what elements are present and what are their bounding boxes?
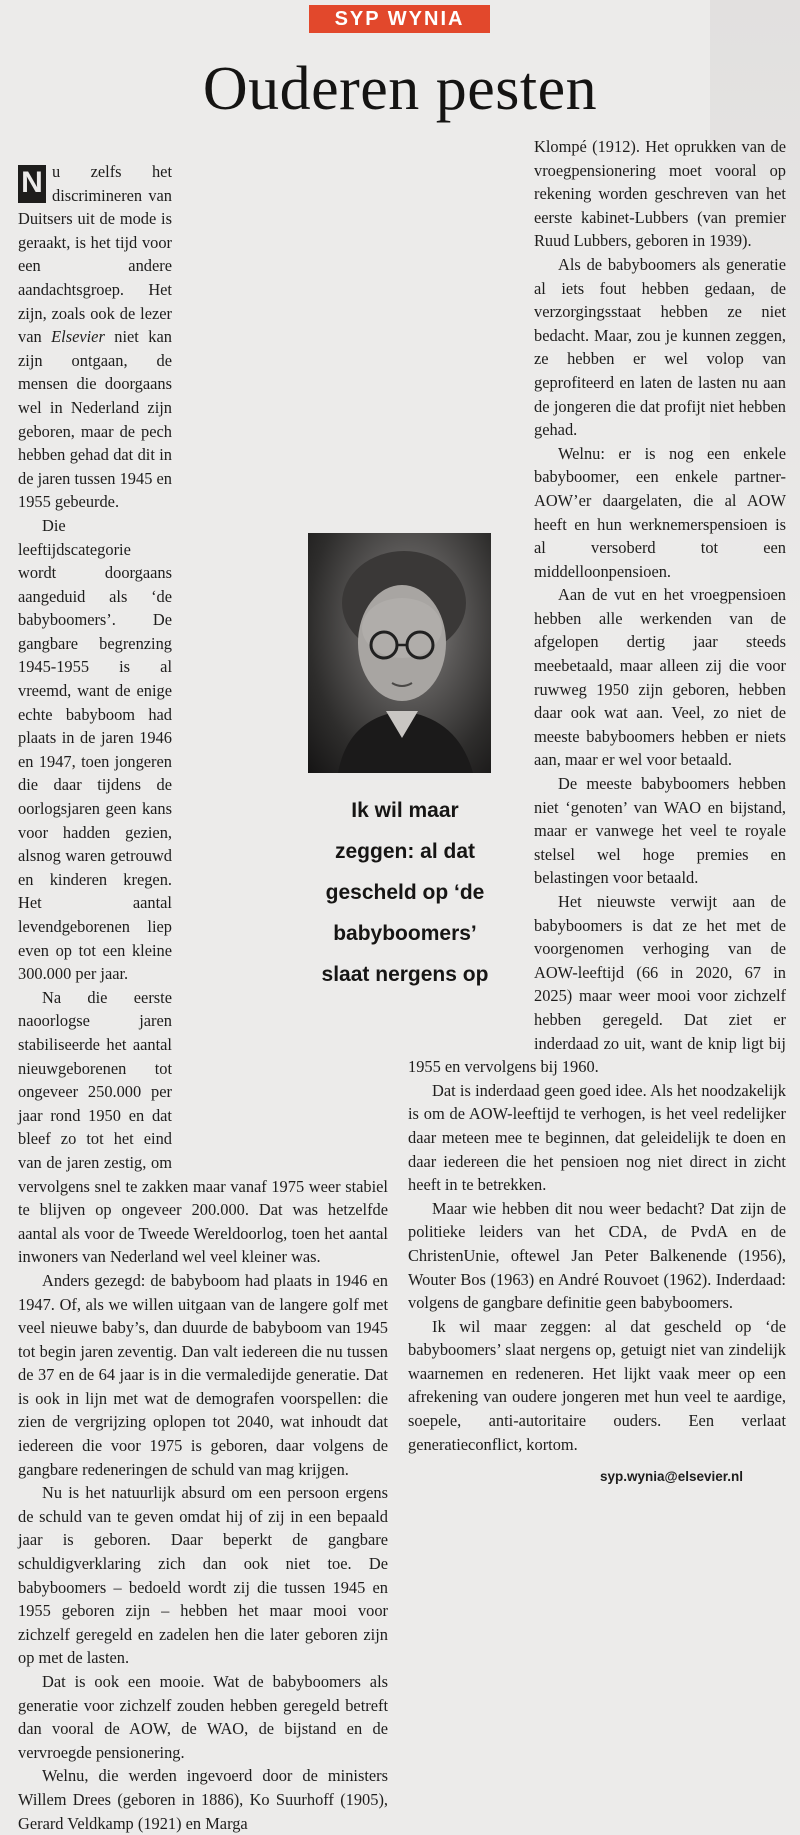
paragraph: Als de babyboomers als generatie al iets fout hebben gedaan, de verzorgingsstaat hebben ze niet bedacht. Maar, zou je kunnen zeggen, ze hebben er wel volop van geprofiteerd en laten de lasten nu aan de jongeren die dat profijt niet hebben gehad. bbox=[534, 254, 786, 440]
paragraph: Het nieuwste verwijt aan de babyboomers is dat ze het met de voorgenomen verhoging van de AOW-leeftijd (66 in 2020, 67 in 2025) maar weer mooi voor zichzelf hebben geregeld. Dat ziet er inderdaad zo uit, want de knip ligt bij 1955 en vervolgens bij 1960. bbox=[408, 892, 786, 1077]
paragraph-continued: Klompé (1912). Het oprukken van de vroegpensionering moet vooral op rekening worden geschreven van het eerste kabinet-Lubbers (van premier Ruud Lubbers, geboren in 1939). bbox=[534, 137, 786, 251]
pull-quote bbox=[300, 790, 510, 995]
pull-quote-line: gescheld op ‘de bbox=[325, 881, 485, 904]
paragraph: Dat is inderdaad geen goed idee. Als het noodzakelijk is om de AOW-leeftijd te verhogen, is het veel redelijker daar meteen mee te beginnen, dat geleidelijk te doen en daar iedereen die het pensioen nog niet direct in zicht heeft in te betrekken. bbox=[408, 1080, 786, 1195]
paragraph: Na die eerste naoorlogse jaren stabiliseerde het aantal nieuwgeborenen tot ongeveer 250.000 per jaar rond 1950 en dat bleef zo tot het eind van de jaren zestig, om vervolgens snel te zakken maar vanaf 1975 weer stabiel te blijven op ongeveer 200.000. Dat was hetzelfde aantal als voor de Tweede Wereldoorlog, toen het aantal inwoners van Nederland wel veel kleiner was. bbox=[18, 987, 388, 1267]
paragraph: Welnu, die werden ingevoerd door de ministers Willem Drees (geboren in 1886), Ko Suurhoff (1905), Gerard Veldkamp (1921) en Marga bbox=[18, 1766, 388, 1833]
paragraph: De meeste babyboomers hebben niet ‘genoten’ van WAO en bijstand, maar er vanwege het veel te royale stelsel wel hoge premies en belastingen voor betaald. bbox=[534, 774, 786, 888]
paragraph: Maar wie hebben dit nou weer bedacht? Dat zijn de politieke leiders van het CDA, de PvdA en de ChristenUnie, oftewel Jan Peter Balkenende (1956), Wouter Bos (1963) en André Rouvoet (1962). Inderdaad: volgens de gangbare definitie geen babyboomers. bbox=[408, 1198, 786, 1313]
pull-quote-line: Ik wil maar bbox=[351, 799, 459, 822]
pull-quote-line: zeggen: al dat bbox=[334, 840, 476, 863]
intro-text: u zelfs het discrimineren van Duitsers uit de mode is geraakt, is het tijd voor een andere aandachtsgroep. Het zijn, zoals ook de lezer van bbox=[18, 162, 172, 347]
pull-quote-line: slaat nergens op bbox=[321, 963, 489, 986]
paragraph: Dat is ook een mooie. Wat de babyboomers als generatie voor zichzelf zouden hebben geregeld betreft dan vooral de AOW, de WAO, de bijstand en de vervroegde pensionering. bbox=[18, 1672, 388, 1762]
magazine-name: Elsevier bbox=[51, 327, 105, 347]
author-portrait bbox=[308, 533, 491, 773]
paragraph: Nu is het natuurlijk absurd om een persoon ergens de schuld van te geven omdat hij of zij in een bepaald jaar is geboren. Daar beperkt de gangbare schuldigverklaring zich dan ook niet toe. De babyboomers – bedoeld wordt zij die tussen 1945 en 1955 geboren zijn – hebben het maar mooi voor zichzelf geregeld en zadelen hen die later geboren zijn op met de lasten. bbox=[18, 1483, 388, 1668]
paragraph: Anders gezegd: de babyboom had plaats in 1946 en 1947. Of, als we willen uitgaan van de langere golf met veel nieuwe baby’s, dan duurde de babyboom van 1945 tot begin jaren zeventig. Dan valt iedereen die nu tussen de 37 en de 64 jaar is in die vermaledijde generatie. Dat is ook in lijn met wat de demografen voorspellen: die zien de vergrijzing oplopen tot 2040, wat inhoudt dat iedereen die voor 1975 is geboren, daar volgens de gangbare redeneringen de schuld van mag krijgen. bbox=[18, 1270, 388, 1479]
author-email: syp.wynia@elsevier.nl bbox=[600, 1469, 743, 1484]
paragraph: Aan de vut en het vroegpensioen hebben alle werkenden van de afgelopen dertig jaar steeds meebetaald, maar alleen zij die voor ruwweg 1950 zijn geboren, hebben daar ook wat aan. Veel, zo niet de meeste babyboomers hebben er niets aan, maar er wel voor betaald. bbox=[534, 585, 786, 770]
intro-text-end: niet kan zijn ontgaan, de mensen die doorgaans wel in Nederland zijn geboren, maar de pech hebben gehad dat dit in de jaren tussen 1945 en 1955 gebeurde. bbox=[18, 327, 172, 512]
paragraph: Die leeftijdscategorie wordt doorgaans aangeduid als ‘de babyboomers’. De gangbare begrenzing 1945-1955 is al vreemd, want de enige echte babyboom had plaats in de jaren 1946 en 1947, toen jongeren die daar tijdens de oorlogsjaren geen kans voor hadden gezien, alsnog waren getrouwd en kinderen kregen. Het aantal levendgeborenen liep even op tot een kleine 300.000 per jaar. bbox=[18, 515, 172, 984]
column-kicker: SYP WYNIA bbox=[309, 5, 490, 33]
drop-cap: N bbox=[18, 165, 46, 203]
pull-quote-line: babyboomers’ bbox=[333, 922, 477, 945]
left-column bbox=[18, 160, 388, 1835]
article-title: Ouderen pesten bbox=[202, 55, 598, 123]
portrait-illustration bbox=[308, 533, 491, 773]
paragraph: Welnu: er is nog een enkele babyboomer, een enkele partner-AOW’er daargelaten, die al AOW heeft en hun werknemerspensioen is al versoberd tot een middelloonpensioen. bbox=[534, 443, 786, 581]
paragraph: Ik wil maar zeggen: al dat gescheld op ‘de babyboomers’ slaat nergens op, getuigt niet van zindelijk waarnemen en redeneren. Het lijkt vaak meer op een afrekening van oudere jongeren met hun veel te aardige, soepele, anti-autoritaire ouders. Een verlaat generatieconflict, kortom. bbox=[408, 1316, 786, 1454]
